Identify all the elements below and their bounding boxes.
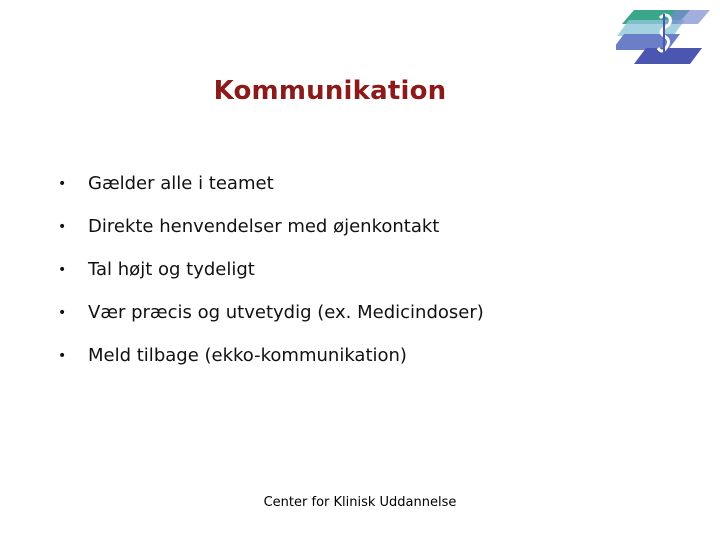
list-item xyxy=(58,168,484,211)
bullet-icon: • xyxy=(58,348,67,364)
bullet-text: Gælder alle i teamet xyxy=(88,173,274,194)
bullet-icon: • xyxy=(58,176,67,192)
list-item xyxy=(58,340,484,383)
bullet-icon: • xyxy=(58,219,67,235)
bullet-icon: • xyxy=(58,262,67,278)
bullet-icon: • xyxy=(58,305,67,321)
bullet-list xyxy=(58,168,484,383)
list-item xyxy=(58,297,484,340)
list-item xyxy=(58,211,484,254)
footer-text: Center for Klinisk Uddannelse xyxy=(263,495,457,510)
logo-icon xyxy=(616,10,710,64)
bullet-text: Vær præcis og utvetydig (ex. Medicindoser) xyxy=(88,302,484,323)
bullet-text: Meld tilbage (ekko-kommunikation) xyxy=(88,345,407,366)
list-item xyxy=(58,254,484,297)
bullet-text: Direkte henvendelser med øjenkontakt xyxy=(88,216,440,237)
bullet-text: Tal højt og tydeligt xyxy=(88,259,255,280)
slide-title: Kommunikation xyxy=(213,76,447,106)
